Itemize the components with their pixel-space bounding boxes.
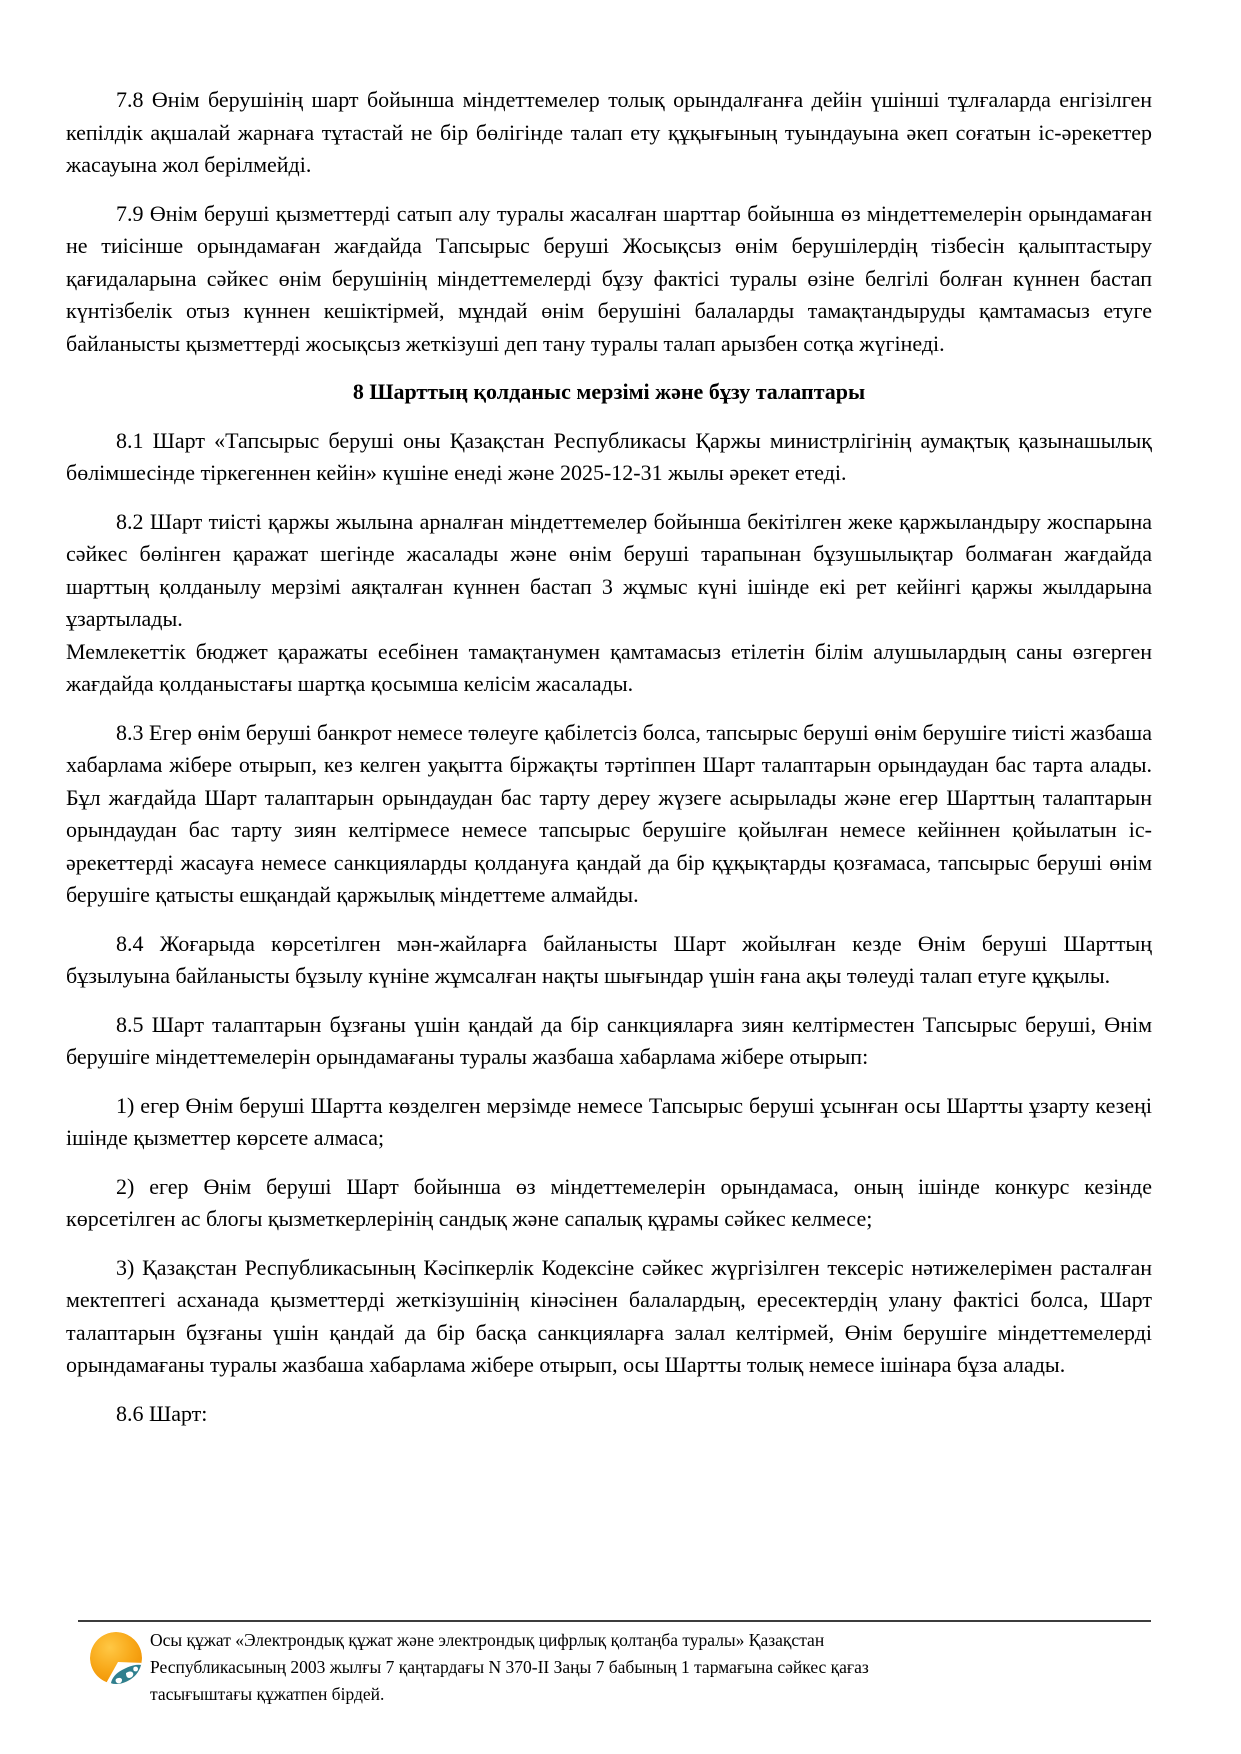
footer-separator-line bbox=[78, 1620, 1151, 1622]
list-item-3: 3) Қазақстан Республикасының Кәсіпкерлік Кодексіне сәйкес жүргізілген тексеріс нәтижелерімен расталған мектептегі асханада қызметтерді жеткізушінің кінәсінен балалардың, ересектердің улану фактісі болса, Шарт талаптарын бұзғаны үшін қандай да бір басқа санкцияларға залал келтірмей, Өнім берушіге міндеттемелерді орындамағаны туралы жазбаша хабарлама жібере отырып, осы Шартты толық немесе ішінара бұза алады. bbox=[66, 1254, 1152, 1377]
paragraph-7-8: 7.8 Өнім берушінің шарт бойынша міндеттемелер толық орындалғанға дейін үшінші тұлғаларда енгізілген кепілдік ақшалай жарнаға тұтастай не бір бөлігінде талап ету құқығының туындауына әкеп соғатын іс-әрекеттер жасауына жол берілмейді. bbox=[66, 87, 1152, 177]
document-body bbox=[66, 84, 1152, 1430]
egov-sun-ornament-logo-icon bbox=[88, 1629, 150, 1693]
paragraph-8-1: 8.1 Шарт «Тапсырыс беруші оны Қазақстан Республикасы Қаржы министрлігінің аумақтық қазынашылық бөлімшесінде тіркегеннен кейін» күшіне енеді және 2025-12-31 жылы әрекет етеді. bbox=[66, 427, 1152, 485]
note-line-1: Осы құжат «Электрондық құжат және электрондық цифрлық қолтаңба туралы» Қазақстан bbox=[150, 1630, 825, 1650]
note-line-2: Республикасының 2003 жылғы 7 қаңтардағы N 370-II Заңы 7 бабының 1 тармағына сәйкес қағаз bbox=[150, 1657, 869, 1677]
list-item-1: 1) егер Өнім беруші Шартта көзделген мерзімде немесе Тапсырыс беруші ұсынған осы Шартты ұзарту кезеңі ішінде қызметтер көрсете алмаса; bbox=[66, 1092, 1152, 1150]
paragraph-7-9: 7.9 Өнім беруші қызметтерді сатып алу туралы жасалған шарттар бойынша өз міндеттемелерін орындамаған не тиісінше орындамаған жағдайда Тапсырыс беруші Жосықсыз өнім берушілердің тізбесін қалыптастыру қағидаларына сәйкес өнім берушінің міндеттемелерді бұзу фактісі туралы өзіне белгілі болған күннен бастап күнтізбелік отыз күннен кешіктірмей, мұндай өнім берушіні балаларды тамақтандыруды қамтамасыз етуге байланысты қызметтерді жосықсыз жеткізуші деп тану туралы талап арызбен сотқа жүгінеді. bbox=[66, 200, 1152, 356]
paragraph-8-5: 8.5 Шарт талаптарын бұзғаны үшін қандай да бір санкцияларға зиян келтірместен Тапсырыс беруші, Өнім берушіге міндеттемелерін орындамағаны туралы жазбаша хабарлама жібере отырып: bbox=[66, 1011, 1152, 1069]
paragraph-8-4: 8.4 Жоғарыда көрсетілген мән-жайларға байланысты Шарт жойылған кезде Өнім беруші Шарттың бұзылуына байланысты бұзылу күніне жұмсалған нақты шығындар үшін ғана ақы төлеуді талап етуге құқылы. bbox=[66, 930, 1152, 988]
paragraph-8-2: 8.2 Шарт тиісті қаржы жылына арналған міндеттемелер бойынша бекітілген жеке қаржыландыру жоспарына сәйкес бөлінген қаражат шегінде жасалады және өнім беруші тарапынан бұзушылықтар болмаған жағдайда шарттың қолданылу мерзімі аяқталған күннен бастап 3 жұмыс күні ішінде екі рет кейінгі қаржы жылдарына ұзартылады. bbox=[66, 508, 1152, 631]
paragraph-8-3: 8.3 Егер өнім беруші банкрот немесе төлеуге қабілетсіз болса, тапсырыс беруші өнім берушіге тиісті жазбаша хабарлама жібере отырып, кез келген уақытта біржақты тәртіппен Шарт талаптарын орындаудан бас тарта алады. Бұл жағдайда Шарт талаптарын орындаудан бас тарту дереу жүзеге асырылады және егер Шарттың талаптарын орындаудан бас тарту зиян келтірмесе немесе тапсырыс берушіге қойылған немесе кейіннен қойылатын іс-әрекеттерді жасауға немесе санкцияларды қолдануға қандай да бір құқықтарды қозғамаса, тапсырыс беруші өнім берушіге қатысты ешқандай қаржылық міндеттеме алмайды. bbox=[66, 719, 1152, 907]
electronic-signature-note bbox=[150, 1627, 1110, 1708]
paragraph-8-6: 8.6 Шарт: bbox=[116, 1400, 208, 1426]
paragraph-8-2-continuation: Мемлекеттік бюджет қаражаты есебінен тамақтанумен қамтамасыз етілетін білім алушылардың саны өзгерген жағдайда қолданыстағы шартқа қосымша келісім жасалады. bbox=[66, 638, 1152, 696]
list-item-2: 2) егер Өнім беруші Шарт бойынша өз міндеттемелерін орындамаса, оның ішінде конкурс кезінде көрсетілген ас блогы қызметкерлерінің сандық және сапалық құрамы сәйкес келмесе; bbox=[66, 1173, 1152, 1231]
note-line-3: тасығыштағы құжатпен бірдей. bbox=[150, 1684, 385, 1704]
section-heading: 8 Шарттың қолданыс мерзімі және бұзу талаптары bbox=[352, 379, 866, 404]
